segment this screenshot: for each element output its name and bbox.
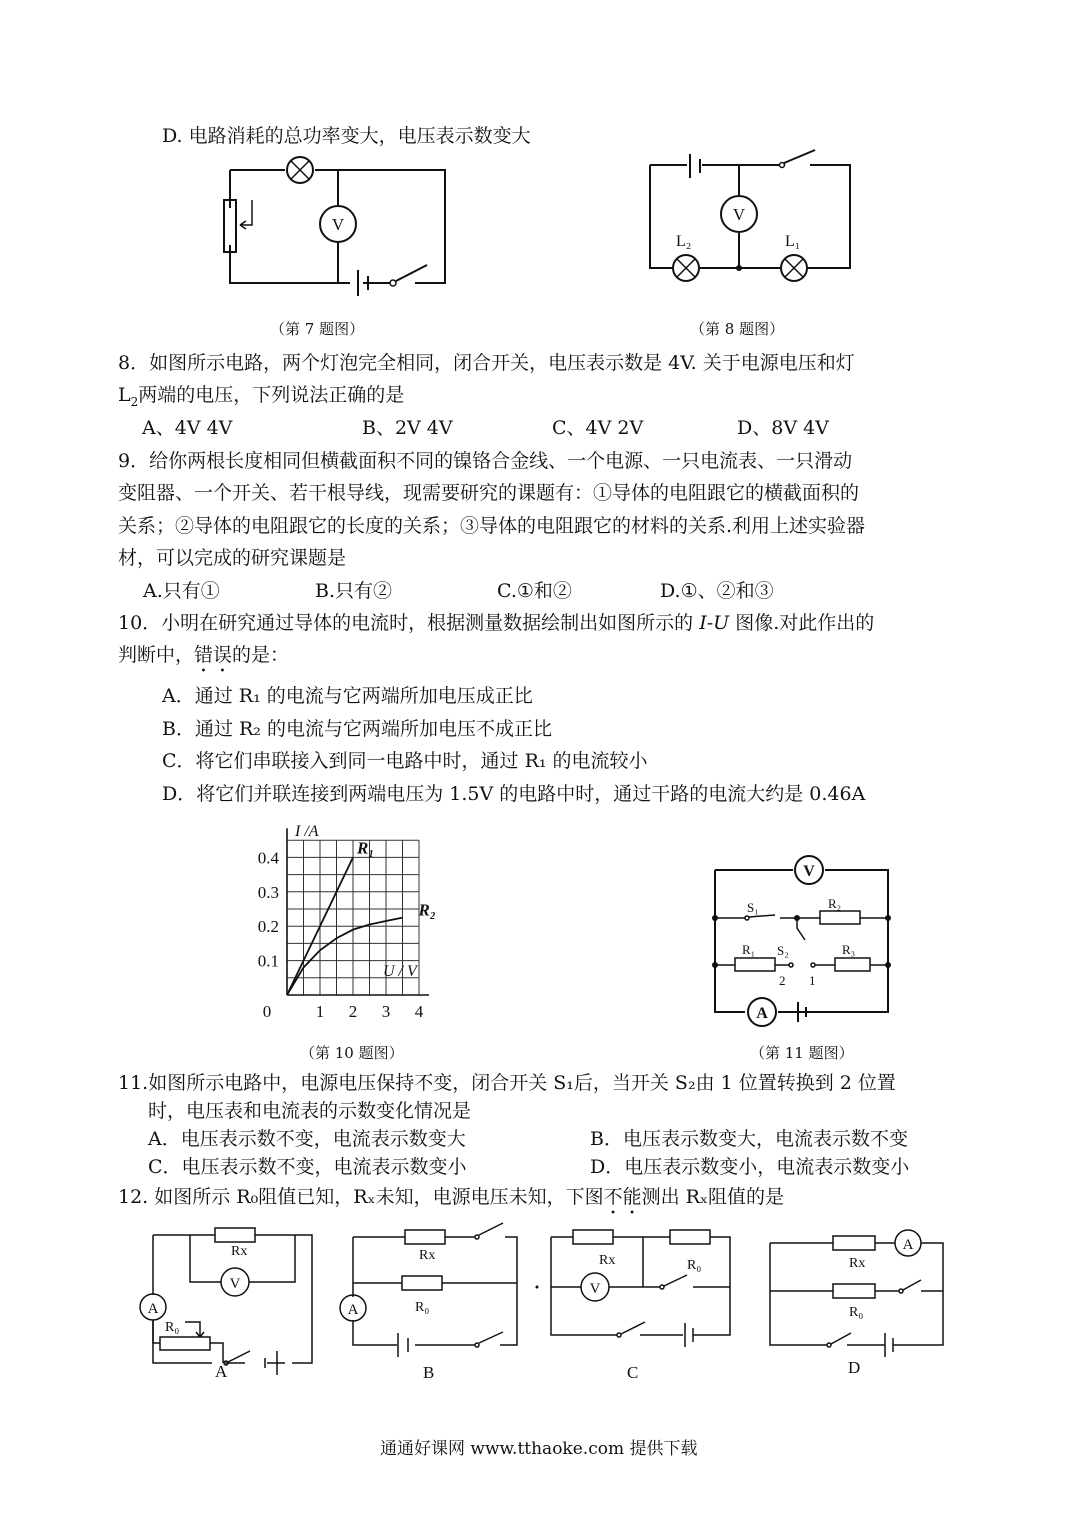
svg-text:R₃: R₃	[842, 942, 856, 957]
battery-icon	[398, 1333, 408, 1357]
rx-resistor-icon	[405, 1230, 445, 1244]
x-tick-label: 2	[348, 1002, 358, 1021]
q10-option-d: D．将它们并联连接到两端电压为 1.5V 的电路中时，通过干路的电流大约是 0.46A	[162, 783, 866, 805]
svg-text:V: V	[803, 863, 815, 880]
x-axis-label: U / V	[383, 962, 417, 980]
q7-caption: （第 7 题图）	[270, 320, 365, 338]
y-tick-label: 0.2	[257, 917, 279, 937]
svg-text:Rx: Rx	[231, 1244, 248, 1259]
q9-line2: 变阻器、一个开关、若干根导线，现需要研究的课题有：①导体的电阻跟它的横截面积的	[118, 482, 860, 504]
svg-text:R₂: R₂	[828, 896, 842, 911]
q10-option-c: C．将它们串联接入到同一电路中时，通过 R₁ 的电流较小	[162, 750, 648, 772]
svg-text:L₁: L₁	[785, 233, 801, 250]
svg-text:2: 2	[779, 973, 786, 988]
q11-circuit-diagram	[705, 850, 900, 1030]
svg-text:D: D	[848, 1358, 861, 1377]
s2-switch-icon	[797, 918, 805, 940]
q10-option-a: A．通过 R₁ 的电流与它两端所加电压成正比	[162, 685, 533, 707]
q8-option-c: C、4V 2V	[552, 417, 644, 439]
svg-text:A: A	[902, 1237, 914, 1253]
rx-resistor-icon	[573, 1230, 613, 1244]
q11-option-c: C．电压表示数不变，电流表示数变小	[148, 1156, 467, 1178]
svg-text:Rx: Rx	[599, 1253, 616, 1268]
q12-circuit-c	[535, 1225, 740, 1385]
iu-chart	[245, 825, 475, 1025]
q9-option-d: D.①、②和③	[660, 580, 774, 602]
q11-caption: （第 11 题图）	[750, 1044, 854, 1062]
svg-text:1: 1	[809, 973, 816, 988]
q12-circuit-d	[765, 1225, 955, 1385]
r0-resistor-icon	[833, 1284, 875, 1298]
q8-option-d: D、8V 4V	[737, 417, 829, 439]
q7-circuit-diagram	[215, 150, 455, 310]
y-tick-label: 0.1	[257, 951, 279, 971]
q9-option-b: B.只有②	[315, 580, 393, 602]
svg-text:C: C	[627, 1363, 639, 1382]
series-label-1: R₁	[357, 838, 375, 858]
y-axis-label: I /A	[295, 823, 319, 841]
s1-switch-icon	[749, 915, 775, 917]
svg-text:L₂: L₂	[676, 233, 692, 250]
q10-caption: （第 10 题图）	[300, 1044, 404, 1062]
q9-line4: 材，可以完成的研究课题是	[118, 547, 347, 569]
q12-circuit-b	[335, 1225, 530, 1385]
svg-text:R₀: R₀	[415, 1300, 430, 1315]
q11-line2: 时，电压表和电流表的示数变化情况是	[148, 1100, 472, 1122]
footer-credit: 通通好课网 www.tthaoke.com 提供下载	[380, 1439, 698, 1459]
svg-text:S₂: S₂	[777, 943, 789, 958]
svg-text:B: B	[423, 1363, 435, 1382]
q10-line1: 10．小明在研究通过导体的电流时，根据测量数据绘制出如图所示的 I-U 图像.对此作出的	[118, 612, 875, 634]
q10-option-b: B．通过 R₂ 的电流与它两端所加电压不成正比	[162, 718, 552, 740]
switch-icon	[784, 150, 815, 163]
r0-rheostat-icon	[160, 1337, 210, 1350]
q9-option-a: A.只有①	[143, 580, 220, 602]
q11-option-a: A．电压表示数不变，电流表示数变大	[148, 1128, 466, 1150]
q8-option-b: B、2V 4V	[362, 417, 453, 439]
q11-option-b: B．电压表示数变大，电流表示数不变	[590, 1128, 908, 1150]
svg-text:A: A	[215, 1362, 228, 1381]
q8-line2: $L_2$两端的电压，下列说法正确的是	[118, 384, 405, 409]
q8-line1: 8．如图所示电路，两个灯泡完全相同，闭合开关，电压表示数是 4V. 关于电源电压和灯	[118, 352, 855, 374]
q9-line3: 关系；②导体的电阻跟它的长度的关系；③导体的电阻跟它的材料的关系.利用上述实验器	[118, 515, 866, 537]
battery-icon	[885, 1333, 893, 1357]
q10-line2: 判断中，错误的是：	[118, 644, 290, 666]
battery-icon	[690, 154, 700, 178]
x-tick-label: 4	[414, 1002, 424, 1021]
svg-text:V: V	[732, 205, 746, 224]
x-tick-label: 0	[262, 1002, 272, 1021]
q9-option-c: C.①和②	[497, 580, 572, 602]
r0-resistor-icon	[402, 1276, 442, 1290]
svg-text:Rx: Rx	[849, 1256, 866, 1271]
switch-icon	[396, 265, 427, 281]
svg-text:Rx: Rx	[419, 1248, 436, 1263]
q8-caption: （第 8 题图）	[690, 320, 785, 338]
svg-text:V: V	[229, 1276, 241, 1292]
svg-text:V: V	[331, 215, 345, 234]
r1-resistor-icon	[735, 958, 775, 971]
r0-resistor-icon	[670, 1230, 710, 1244]
svg-text:R₁: R₁	[742, 942, 756, 957]
q7-option-d: D. 电路消耗的总功率变大，电压表示数变大	[162, 125, 531, 147]
r3-resistor-icon	[835, 958, 870, 971]
svg-text:R₀: R₀	[165, 1320, 180, 1335]
svg-text:A: A	[147, 1301, 159, 1317]
q9-line1: 9．给你两根长度相同但横截面积不同的镍铬合金线、一个电源、一只电流表、一只滑动	[118, 450, 853, 472]
svg-text:S₁: S₁	[747, 900, 759, 915]
q8-option-a: A、4V 4V	[142, 417, 233, 439]
rx-resistor-icon	[215, 1228, 255, 1242]
svg-text:R₀: R₀	[687, 1258, 702, 1273]
q12-circuit-a	[135, 1225, 325, 1385]
q12-text: 12. 如图所示 R₀阻值已知，Rₓ未知，电源电压未知，下图不能测出 Rₓ阻值的是	[118, 1186, 784, 1208]
x-tick-label: 3	[381, 1002, 391, 1021]
series-label-2: R₂	[418, 900, 436, 920]
svg-text:V: V	[589, 1281, 601, 1297]
rx-resistor-icon	[833, 1236, 875, 1250]
q11-option-d: D．电压表示数变小，电流表示数变小	[590, 1156, 910, 1178]
q11-line1: 11.如图所示电路中，电源电压保持不变，闭合开关 S₁后，当开关 S₂由 1 位置转换到 2 位置	[118, 1072, 896, 1094]
svg-text:R₀: R₀	[849, 1305, 864, 1320]
y-tick-label: 0.3	[257, 882, 279, 902]
q8-circuit-diagram	[640, 140, 860, 280]
battery-icon	[685, 1323, 693, 1347]
svg-text:A: A	[347, 1302, 359, 1318]
series-line-2	[287, 918, 403, 995]
y-tick-label: 0.4	[257, 848, 279, 868]
x-tick-label: 1	[315, 1002, 325, 1021]
r2-resistor-icon	[820, 911, 860, 924]
svg-text:A: A	[756, 1005, 768, 1022]
